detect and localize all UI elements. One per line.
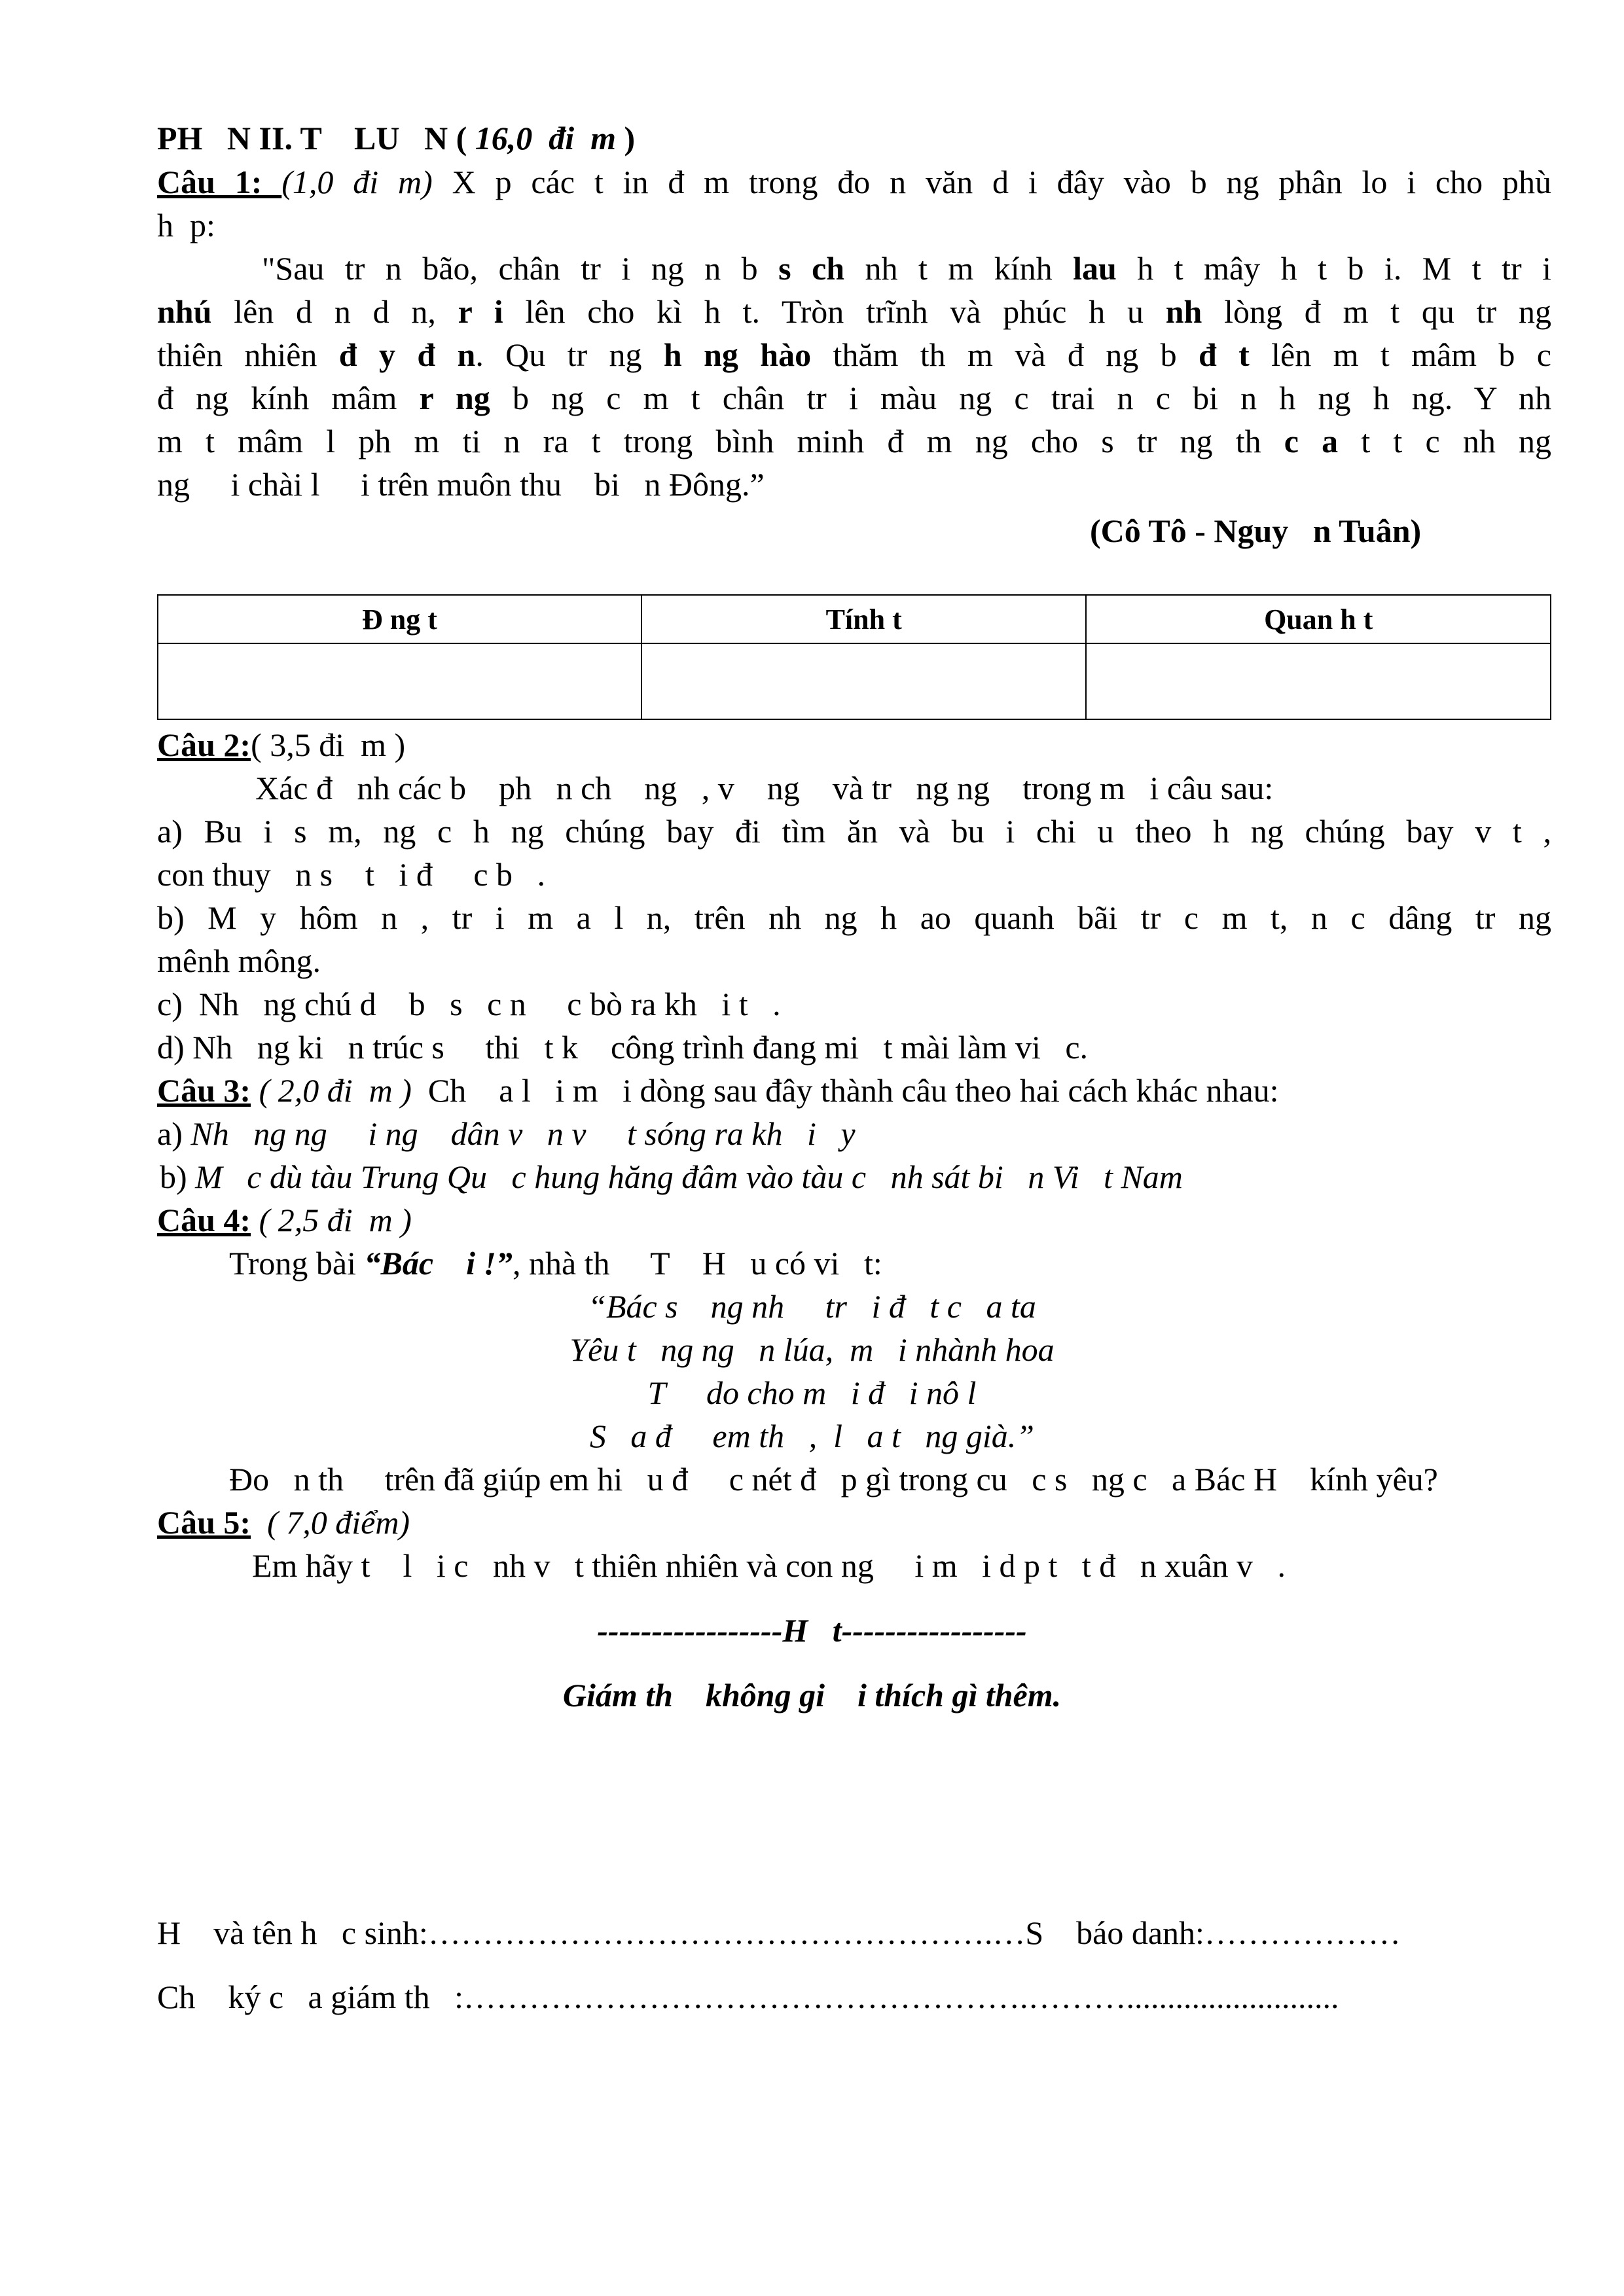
passage-line-1: "Sau tr n bão, chân tr i ng n b s ch nh t m kính lau h t mây h t b i. M t tr i (262, 250, 1551, 287)
question-4-intro: Trong bài “Bác i !”, nhà th T H u có vi t: (229, 1245, 882, 1282)
poem-verse-line: S a đ em th , l a t ng già.” (589, 1418, 1035, 1454)
question-4-question: Đo n th trên đã giúp em hi u đ c nét đ p gì trong cu c s ng c a Bác H kính yêu? (229, 1461, 1438, 1498)
question-3-heading: Câu 3: ( 2,0 đi m ) Ch a l i m i dòng sau đây thành câu theo hai cách khác nhau: (157, 1072, 1279, 1109)
question-3-label: Câu 3: (157, 1072, 251, 1109)
supervisor-note: Giám th không gi i thích gì thêm. (562, 1677, 1062, 1713)
supervisor-signature-line: Ch ký c a giám th :…………………………………………….……….......................... (157, 1979, 1339, 2015)
student-name-field[interactable]: …………………………………………….… (427, 1914, 1026, 1951)
classification-table (157, 594, 1551, 720)
question-2-c: c) Nh ng chú d b s c n c bò ra kh i t . (157, 986, 781, 1022)
question-1-points: (1,0 đi m) (281, 164, 433, 200)
end-marker: -----------------H t----------------- (597, 1612, 1027, 1649)
table-cell-adjective[interactable] (641, 643, 1087, 719)
poem-verse-line: T do cho m i đ i nô l (647, 1374, 977, 1411)
question-3-points: ( 2,0 đi m ) (251, 1072, 412, 1109)
section-heading: PH N II. T LU N ( 16,0 đi m ) (157, 120, 636, 156)
question-2-points: ( 3,5 đi m ) (251, 726, 406, 763)
table-row (158, 643, 1551, 719)
question-5-text: Em hãy t l i c nh v t thiên nhiên và con ng i m i d p t t đ n xuân v . (252, 1547, 1286, 1584)
question-2-b-line-2: mênh mông. (157, 942, 321, 979)
supervisor-signature-field[interactable]: …………………………………………….……….......................... (463, 1979, 1339, 2015)
passage-line-6: ng i chài l i trên muôn thu bi n Đông.” (157, 466, 765, 503)
passage-line-2: nhú lên d n d n, r i lên cho kì h t. Tròn trĩnh và phúc h u nh lòng đ m t qu tr ng (157, 293, 1551, 330)
question-4-points: ( 2,5 đi m ) (251, 1202, 412, 1238)
question-2-a-line-2: con thuy n s t i đ c b . (157, 856, 546, 893)
question-1-line-2: h p: (157, 207, 215, 243)
question-1-label: Câu 1: (157, 164, 282, 200)
question-2-heading (157, 723, 405, 766)
table-cell-relation-word[interactable] (1086, 643, 1551, 719)
question-2-b-line-1: b) M y hôm n , tr i m a l n, trên nh ng h ao quanh bãi tr c m t, n c dâng tr ng (157, 899, 1551, 936)
passage-line-5: m t mâm l ph m ti n ra t trong bình minh đ m ng cho s tr ng th c a t t c nh ng (157, 423, 1551, 459)
question-1-line-1: Câu 1: (1,0 đi m) X p các t in đ m trong đo n văn d i đây vào b ng phân lo i cho phù (157, 164, 1551, 200)
student-info-line: H và tên h c sinh:…………………………………………….…S báo danh:……………… (157, 1914, 1401, 1951)
passage-line-3: thiên nhiên đ y đ n. Qu tr ng h ng hào thăm th m và đ ng b đ t lên m t mâm b c (157, 336, 1551, 373)
question-4-label: Câu 4: (157, 1202, 251, 1238)
question-3-a: a) Nh ng ng i ng dân v n v t sóng ra kh i y (157, 1115, 856, 1152)
question-2-a-line-1: a) Bu i s m, ng c h ng chúng bay đi tìm ăn và bu i chi u theo h ng chúng bay v t , (157, 813, 1551, 850)
heading-points: 16,0 đi m (475, 120, 617, 156)
question-2-d: d) Nh ng ki n trúc s thi t k công trình đang mi t mài làm vi c. (157, 1029, 1089, 1066)
poem-verse-line: “Bác s ng nh tr i đ t c a ta (588, 1288, 1036, 1325)
table-header-row (158, 595, 1551, 643)
question-5-points: ( 7,0 điểm) (251, 1504, 410, 1541)
question-2-intro: Xác đ nh các b ph n ch ng , v ng và tr ng ng trong m i câu sau: (255, 770, 1274, 806)
poem-title: “Bác i !” (364, 1245, 513, 1282)
passage-line-4: đ ng kính mâm r ng b ng c m t chân tr i màu ng c trai n c bi n h ng h ng. Y nh (157, 380, 1551, 416)
passage-source: (Cô Tô - Nguy n Tuân) (1090, 512, 1422, 549)
question-4-heading (157, 1198, 412, 1242)
candidate-number-field[interactable]: ……………… (1204, 1914, 1401, 1951)
table-cell-verb[interactable] (158, 643, 641, 719)
question-3-b: b) M c dù tàu Trung Qu c hung hăng đâm vào tàu c nh sát bi n Vi t Nam (160, 1158, 1183, 1195)
table-header-verb: Đ ng t (158, 595, 641, 643)
poem-verse-line: Yêu t ng ng n lúa, m i nhành hoa (569, 1331, 1055, 1368)
table-header-adjective: Tính t (641, 595, 1087, 643)
question-2-label: Câu 2: (157, 726, 251, 763)
table-header-relation-word: Quan h t (1086, 595, 1551, 643)
question-5-label: Câu 5: (157, 1504, 251, 1541)
question-5-heading (157, 1501, 410, 1544)
